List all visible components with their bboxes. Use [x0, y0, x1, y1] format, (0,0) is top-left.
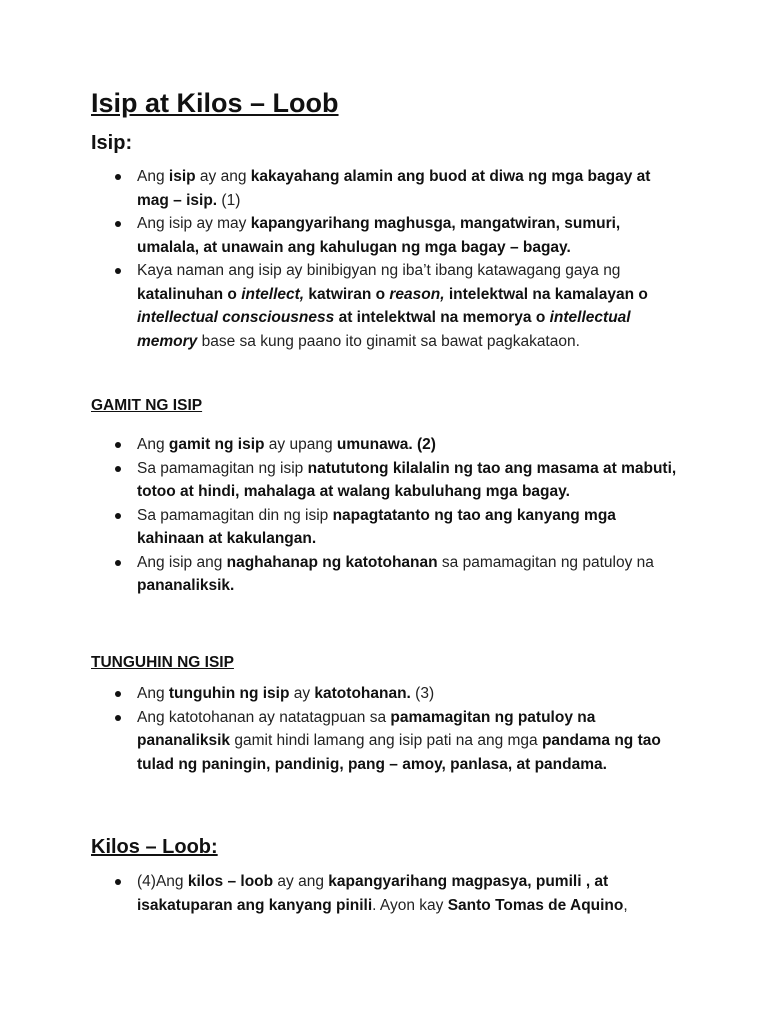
bullet-item	[0, 212, 682, 259]
text-run: Santo Tomas de Aquino	[447, 896, 624, 914]
text-run: natututong kilalalin ng tao ang masama at mabuti, totoo at hindi, mahalaga at walang kabuluhang mga bagay.	[137, 459, 677, 500]
text-run: ay upang	[264, 436, 337, 453]
text-run: umunawa. (2)	[336, 436, 436, 453]
document-title: Isip at Kilos – Loob	[91, 88, 339, 118]
text-run: napagtatanto ng tao ang kanyang mga kahinaan at kakulangan.	[137, 506, 616, 547]
text-run: (1)	[217, 191, 241, 209]
bullet-item	[0, 165, 682, 212]
bullet-item	[0, 706, 682, 777]
text-run: base sa kung paano ito ginamit sa bawat pagkakataon.	[197, 332, 580, 350]
text-run: tunguhin ng isip	[168, 685, 290, 702]
text-run: Ang isip ang	[137, 553, 227, 571]
text-run: Sa pamamagitan din ng isip	[137, 506, 333, 524]
bullet-item	[0, 682, 682, 706]
text-run: Sa pamamagitan ng isip	[137, 459, 308, 477]
text-run: Ang isip ay may	[137, 215, 251, 232]
bullet-item	[0, 259, 682, 353]
section-heading-isip: Isip:	[91, 132, 133, 154]
text-run: kapangyarihang magpasya, pumili , at isakatuparan ang kanyang pinili	[137, 873, 609, 914]
bullet-list-gamit	[0, 433, 768, 598]
text-run: reason,	[389, 285, 445, 303]
text-run: . Ayon kay	[372, 896, 448, 914]
text-run: pananaliksik.	[137, 577, 235, 594]
bullet-item	[0, 504, 682, 551]
text-run: ay ang	[195, 168, 251, 185]
text-run: pandama ng tao tulad ng paningin, pandinig, pang – amoy, panlasa, at pandama.	[137, 732, 661, 773]
text-run: intellectual memory	[137, 309, 631, 350]
text-run: gamit hindi lamang ang isip pati na ang mga	[230, 732, 542, 749]
subheading-tunguhin-ng-isip: TUNGUHIN NG ISIP	[91, 654, 234, 671]
text-run: sa pamamagitan ng patuloy na	[437, 553, 654, 571]
text-run: Ang	[137, 685, 169, 702]
text-run: kapangyarihang maghusga, mangatwiran, sumuri, umalala, at unawain ang kahulugan ng mga bagay – bagay.	[137, 215, 621, 256]
text-run: at intelektwal na memorya o	[334, 309, 550, 326]
bullet-list-isip	[0, 165, 768, 353]
bullet-item	[0, 457, 682, 504]
bullet-item	[0, 551, 682, 598]
text-run: kakayahang alamin ang buod at diwa ng mga bagay at mag – isip.	[137, 168, 651, 209]
bullet-item	[0, 433, 682, 457]
bullet-item	[0, 870, 682, 917]
text-run: Kaya naman ang isip ay binibigyan ng iba’t ibang katawagang gaya ng	[137, 262, 621, 279]
subheading-gamit-ng-isip: GAMIT NG ISIP	[91, 397, 203, 414]
text-run: katwiran o	[304, 285, 390, 303]
text-run: isip	[168, 168, 196, 185]
text-run: intelektwal na kamalayan o	[444, 285, 648, 303]
bullet-list-kilos-loob	[0, 870, 768, 917]
text-run: ,	[623, 896, 628, 914]
text-run: katotohanan.	[314, 685, 411, 702]
text-run: intellect,	[241, 285, 305, 303]
text-run: (3)	[410, 685, 435, 702]
text-run: gamit ng isip	[168, 436, 265, 453]
text-run: Ang katotohanan ay natatagpuan sa	[137, 708, 391, 726]
text-run: ay	[289, 685, 315, 702]
text-run: Ang	[137, 168, 169, 185]
text-run: ay ang	[273, 873, 329, 890]
section-heading-kilos-loob: Kilos – Loob:	[91, 836, 218, 858]
text-run: naghahanap ng katotohanan	[226, 553, 438, 571]
text-run: (4)Ang	[137, 873, 188, 890]
text-run: katalinuhan o	[137, 285, 242, 303]
text-run: Ang	[137, 436, 169, 453]
bullet-list-tunguhin	[0, 682, 768, 776]
text-run: kilos – loob	[187, 873, 274, 890]
text-run: pamamagitan ng patuloy na pananaliksik	[137, 708, 596, 749]
text-run: intellectual consciousness	[137, 309, 335, 326]
